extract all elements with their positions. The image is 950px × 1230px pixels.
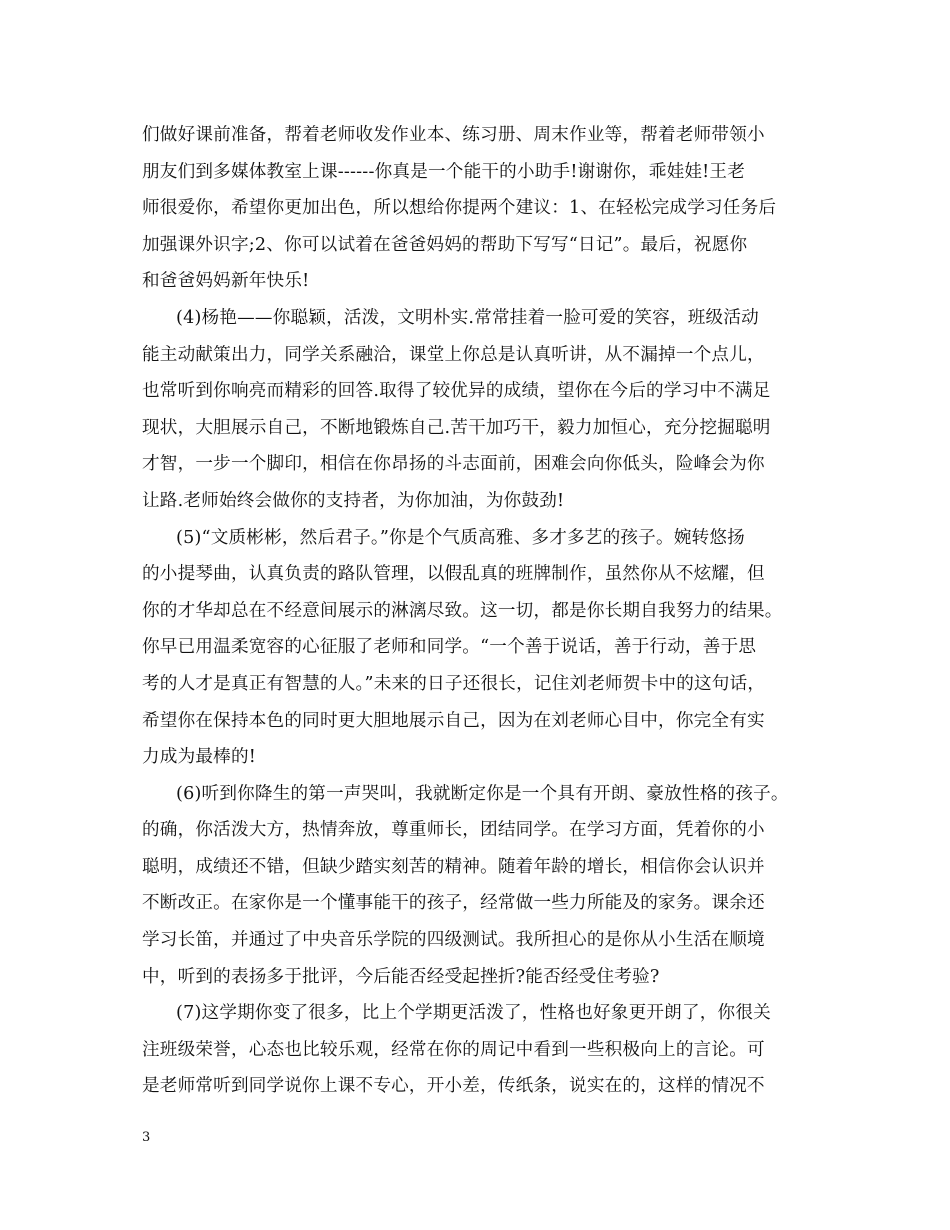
text-line: (6)听到你降生的第一声哭叫，我就断定你是一个具有开朗、豪放性格的孩子。	[176, 783, 789, 804]
text-line: 考的人才是真正有智慧的人。”未来的日子还很长，记住刘老师贺卡中的这句话，	[142, 673, 766, 694]
text-line: 力成为最棒的!	[142, 747, 257, 768]
text-line: 朋友们到多媒体教室上课------你真是一个能干的小助手!谢谢你，乖娃娃!王老	[142, 161, 746, 182]
text-line: 聪明，成绩还不错，但缺少踏实刻苦的精神。随着年龄的增长，相信你会认识并	[142, 856, 765, 877]
text-line: 加强课外识字;2、你可以试着在爸爸妈妈的帮助下写写“日记”。最后，祝愿你	[142, 234, 748, 255]
document-body	[142, 117, 814, 1105]
text-line: 学习长笛，并通过了中央音乐学院的四级测试。我所担心的是你从小生活在顺境	[142, 930, 765, 951]
text-line: 才智，一步一个脚印，相信在你昂扬的斗志面前，困难会向你低头，险峰会为你	[142, 454, 765, 475]
text-line: 能主动献策出力，同学关系融洽，课堂上你总是认真听讲，从不漏掉一个点儿，	[142, 344, 765, 365]
text-line: 的小提琴曲，认真负责的路队管理，以假乱真的班牌制作，虽然你从不炫耀，但	[142, 564, 765, 585]
text-line: (5)“文质彬彬，然后君子。”你是个气质高雅、多才多艺的孩子。婉转悠扬	[176, 527, 745, 548]
text-line: 你的才华却总在不经意间展示的淋漓尽致。这一切，都是你长期自我努力的结果。	[142, 600, 783, 621]
text-line: 现状，大胆展示自己，不断地锻炼自己.苦干加巧干，毅力加恒心，充分挖掘聪明	[142, 417, 771, 438]
text-line: 你早已用温柔宽容的心征服了老师和同学。“一个善于说话，善于行动，善于思	[142, 637, 757, 658]
text-line: 注班级荣誉，心态也比较乐观，经常在你的周记中看到一些积极向上的言论。可	[142, 1039, 765, 1060]
text-line: 师很爱你，希望你更加出色，所以想给你提两个建议：1、在轻松完成学习任务后	[142, 198, 777, 219]
text-line: 们做好课前准备，帮着老师收发作业本、练习册、周末作业等，帮着老师带领小	[142, 125, 765, 145]
text-line: 让路.老师始终会做你的支持者，为你加油，为你鼓劲!	[142, 490, 565, 511]
text-line: 是老师常听到同学说你上课不专心，开小差，传纸条，说实在的，这样的情况不	[142, 1076, 765, 1097]
text-line: 不断改正。在家你是一个懂事能干的孩子，经常做一些力所能及的家务。课余还	[142, 893, 765, 914]
text-line: 希望你在保持本色的同时更大胆地展示自己，因为在刘老师心目中，你完全有实	[142, 710, 765, 731]
text-line: 中，听到的表扬多于批评，今后能否经受起挫折?能否经受住考验?	[142, 966, 660, 987]
page-number: 3	[142, 1130, 151, 1145]
text-line: 也常听到你响亮而精彩的回答.取得了较优异的成绩，望你在今后的学习中不满足	[142, 381, 771, 402]
text-line: 的确，你活泼大方，热情奔放，尊重师长，团结同学。在学习方面，凭着你的小	[142, 820, 765, 841]
text-line: (4)杨艳——你聪颖，活泼，文明朴实.常常挂着一脸可爱的笑容，班级活动	[176, 307, 759, 328]
text-line: (7)这学期你变了很多，比上个学期更活泼了，性格也好象更开朗了，你很关	[176, 1003, 771, 1024]
text-line: 和爸爸妈妈新年快乐!	[142, 271, 310, 292]
